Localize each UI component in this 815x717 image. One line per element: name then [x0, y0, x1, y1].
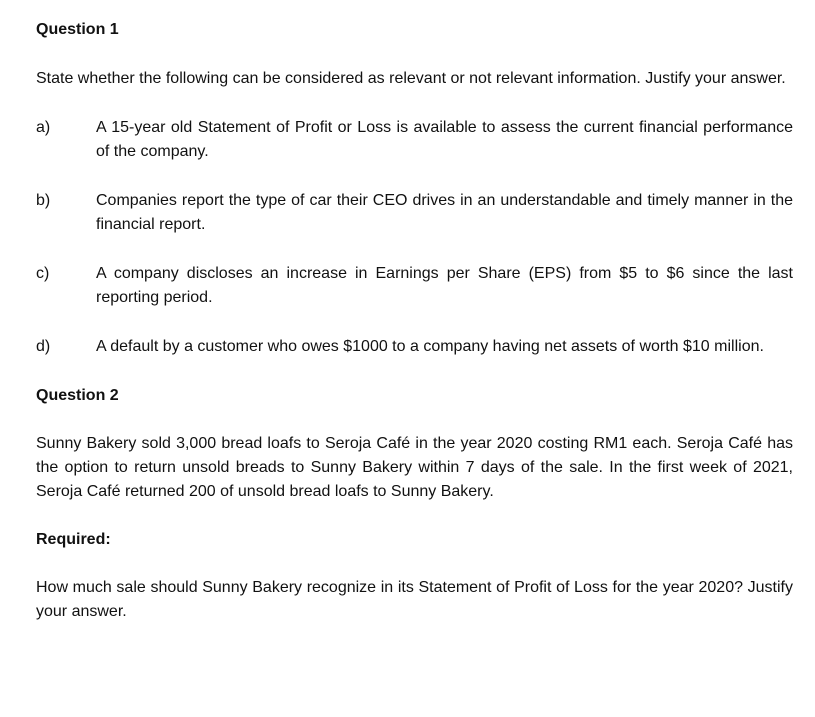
question-2-body: Sunny Bakery sold 3,000 bread loafs to Seroja Café in the year 2020 costing RM1 each. Seroja Café has the option to return unsold breads to Sunny Bakery within 7 days of the sale. In the first week of 2021, Seroja Café returned 200 of unsold bread loafs to Sunny Bakery.: [36, 435, 793, 500]
item-marker: a): [36, 119, 51, 136]
question-2-prompt: How much sale should Sunny Bakery recognize in its Statement of Profit of Loss for the year 2020? Justify your answer.: [36, 579, 793, 620]
question-1-intro: State whether the following can be considered as relevant or not relevant information. Justify your answer.: [36, 70, 786, 87]
item-text: Companies report the type of car their CEO drives in an understandable and timely manner in the financial report.: [96, 192, 793, 233]
list-item: [36, 116, 793, 164]
item-marker: d): [36, 338, 51, 355]
list-item: [36, 335, 793, 359]
item-text: A default by a customer who owes $1000 to a company having net assets of worth $10 million.: [96, 338, 764, 355]
list-item: [36, 189, 793, 237]
question-1-items: [36, 116, 793, 359]
item-marker: b): [36, 192, 51, 209]
item-text: A company discloses an increase in Earnings per Share (EPS) from $5 to $6 since the last reporting period.: [96, 265, 793, 306]
item-marker: c): [36, 265, 50, 282]
question-2-heading: Question 2: [36, 387, 119, 404]
list-item: [36, 262, 793, 310]
item-text: A 15-year old Statement of Profit or Loss is available to assess the current financial performance of the company.: [96, 119, 793, 160]
required-heading: Required:: [36, 531, 111, 548]
question-1-heading: Question 1: [36, 21, 119, 38]
